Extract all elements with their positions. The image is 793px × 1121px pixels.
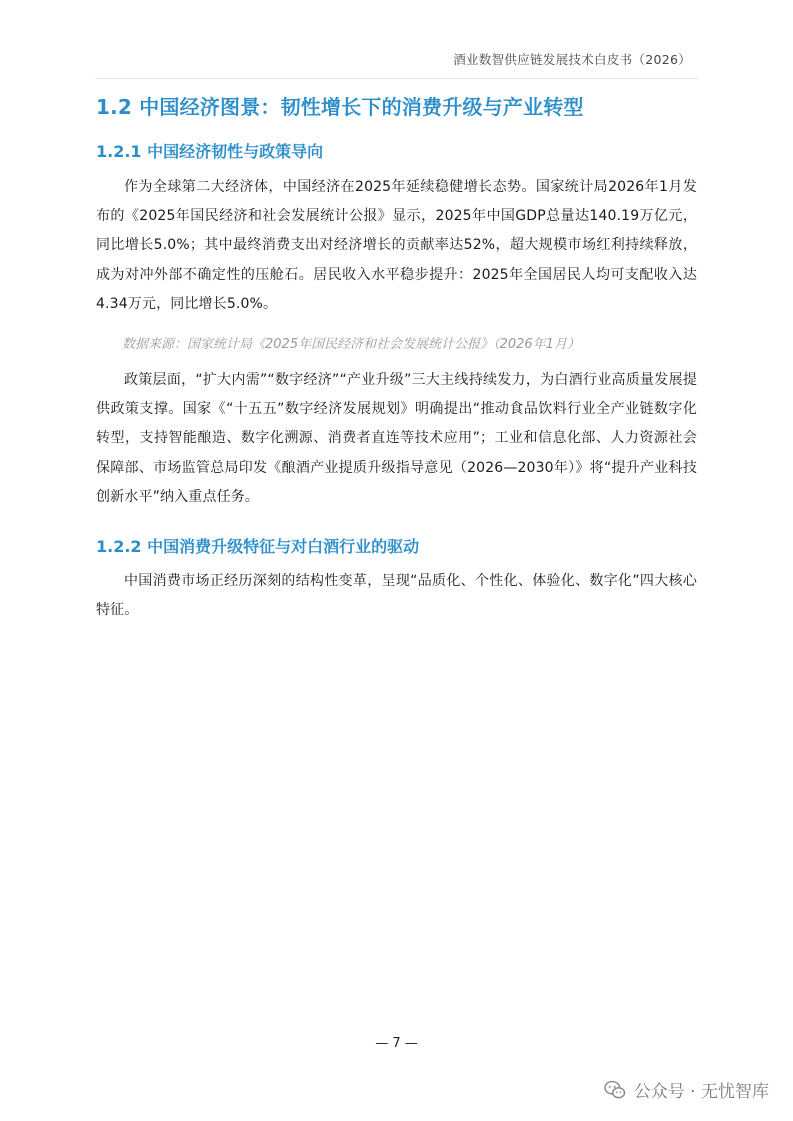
data-source-note: 数据来源：国家统计局《2025年国民经济和社会发展统计公报》（2026年1月） — [122, 337, 580, 353]
page-content — [96, 92, 697, 625]
page-number: — 7 — — [375, 1036, 418, 1051]
paragraph-consumption: 中国消费市场正经历深刻的结构性变革，呈现“品质化、个性化、体验化、数字化”四大核心特征。 — [96, 573, 697, 619]
subsection-title-1-2-2: 1.2.2 中国消费升级特征与对白酒行业的驱动 — [96, 537, 420, 557]
watermark-text: 公众号 · 无忧智库 — [633, 1082, 769, 1102]
header-divider — [95, 78, 698, 79]
paragraph-economy: 作为全球第二大经济体，中国经济在2025年延续稳健增长态势。国家统计局2026年1月发布的《2025年国民经济和社会发展统计公报》显示，2025年中国GDP总量达140.19万亿元，同比增长5.0%；其中最终消费支出对经济增长的贡献率达52%，超大规模市场红利持续释放，成为对冲外部不确定性的压舱石。居民收入水平稳步提升：2025年全国居民人均可支配收入达4.34万元，同比增长5.0%。 — [96, 179, 697, 312]
section-title: 1.2 中国经济图景：韧性增长下的消费升级与产业转型 — [96, 95, 584, 119]
wechat-icon — [604, 1080, 626, 1100]
watermark — [604, 1077, 769, 1102]
subsection-title-1-2-1: 1.2.1 中国经济韧性与政策导向 — [96, 142, 324, 161]
running-header-title: 酒业数智供应链发展技术白皮书（2026） — [453, 52, 691, 67]
paragraph-policy: 政策层面，“扩大内需”“数字经济”“产业升级”三大主线持续发力，为白酒行业高质量发展提供政策支撑。国家《“十五五”数字经济发展规划》明确提出“推动食品饮料行业全产业链数字化转型，支持智能酿造、数字化溯源、消费者直连等技术应用”；工业和信息化部、人力资源社会保障部、市场监管总局印发《酿酒产业提质升级指导意见（2026—2030年）》将“提升产业科技创新水平”纳入重点任务。 — [96, 372, 697, 505]
